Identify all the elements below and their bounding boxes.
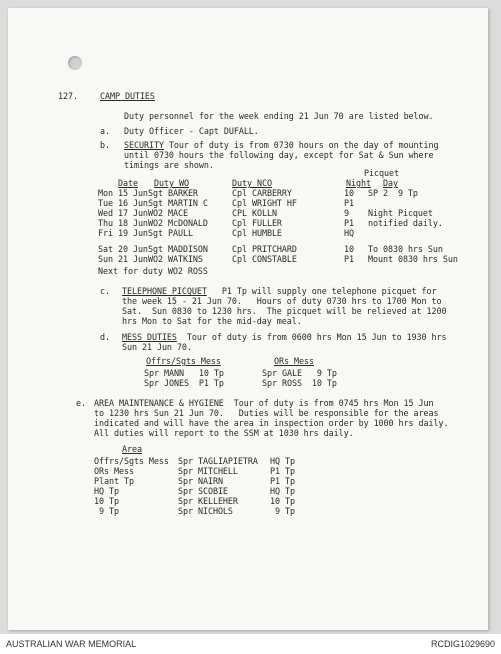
next-for-duty: Next for duty WO2 ROSS bbox=[98, 266, 208, 276]
area-cell-unit: P1 Tp bbox=[270, 476, 295, 486]
col-duty-nco: Duty NCO bbox=[232, 178, 272, 188]
telephone-line-2: the week 15 - 21 Jun 70. Hours of duty 0730 hrs to 1700 Mon to bbox=[122, 296, 442, 306]
security-cell-nco: Cpl WRIGHT HF bbox=[232, 198, 297, 208]
security-line-2: until 0730 hours the following day, except for Sat & Sun where bbox=[124, 150, 434, 160]
area-line-1: AREA MAINTENANCE & HYGIENE Tour of duty is from 0745 hrs Mon 15 Jun bbox=[94, 398, 434, 408]
area-cell-name: Spr NICHOLS bbox=[178, 506, 233, 516]
security-cell-date: Thu 18 Jun bbox=[98, 218, 148, 228]
area-cell-unit: 9 Tp bbox=[270, 506, 295, 516]
mess-row-2-offrs: Spr JONES P1 Tp bbox=[144, 378, 224, 388]
col-picquet: Picquet bbox=[364, 168, 399, 178]
telephone-line-1: P1 Tp will supply one telephone picquet for bbox=[206, 286, 437, 296]
para-d-letter: d. bbox=[100, 332, 110, 342]
security-cell-nco: CPL KOLLN bbox=[232, 208, 277, 218]
security-cell-date: Wed 17 Jun bbox=[98, 208, 148, 218]
area-cell-unit: HQ Tp bbox=[270, 456, 295, 466]
col-day: Day bbox=[383, 178, 398, 188]
security-cell-day: notified daily. bbox=[368, 218, 443, 228]
punch-hole bbox=[68, 56, 82, 70]
security-line-1: Tour of duty is from 0730 hours on the day of mounting bbox=[163, 140, 439, 150]
area-cell-unit: 10 Tp bbox=[270, 496, 295, 506]
para-a-letter: a. bbox=[100, 126, 110, 136]
security-cell-wo: WO2 WATKINS bbox=[148, 254, 203, 264]
footer-bar bbox=[0, 634, 501, 654]
footer-id: RCDIG1029690 bbox=[430, 639, 495, 649]
area-cell-name: Spr NAIRN bbox=[178, 476, 223, 486]
security-cell-date: Fri 19 Jun bbox=[98, 228, 148, 238]
security-cell-nco: Cpl FULLER bbox=[232, 218, 282, 228]
area-cell-unit: HQ Tp bbox=[270, 486, 295, 496]
telephone-picquet-label: TELEPHONE PICQUET bbox=[122, 286, 207, 296]
security-cell-nco: Cpl CARBERRY bbox=[232, 188, 292, 198]
area-line-3: indicated and will have the area in inspection order by 1000 hrs daily. bbox=[94, 418, 449, 428]
security-cell-wo: WO2 McDONALD bbox=[148, 218, 208, 228]
mess-row-1-ors: Spr GALE 9 Tp bbox=[262, 368, 337, 378]
security-label: SECURITY bbox=[124, 140, 164, 150]
area-cell-area: 10 Tp bbox=[94, 496, 119, 506]
security-cell-day: Mount 0830 hrs Sun bbox=[368, 254, 458, 264]
security-cell-night: 10 bbox=[344, 188, 354, 198]
security-cell-day: Night Picquet bbox=[368, 208, 433, 218]
area-line-4: All duties will report to the SSM at 1030 hrs daily. bbox=[94, 428, 354, 438]
section-heading: CAMP DUTIES bbox=[100, 91, 155, 101]
security-cell-night: P1 bbox=[344, 254, 354, 264]
security-cell-nco: Cpl HUMBLE bbox=[232, 228, 282, 238]
col-night: Night bbox=[346, 178, 371, 188]
security-cell-wo: Sgt MARTIN C bbox=[148, 198, 208, 208]
document-page bbox=[8, 8, 488, 630]
security-cell-day: SP 2 9 Tp bbox=[368, 188, 418, 198]
telephone-line-3: Sat. Sun 0830 to 1230 hrs. The picquet will be relieved at 1200 bbox=[122, 306, 447, 316]
col-ors-mess: ORs Mess bbox=[274, 356, 314, 366]
col-duty-wo: Duty WO bbox=[154, 178, 189, 188]
security-cell-wo: Sgt PAULL bbox=[148, 228, 193, 238]
para-b-letter: b. bbox=[100, 140, 110, 150]
security-cell-wo: Sgt BARKER bbox=[148, 188, 198, 198]
para-c-letter: c. bbox=[100, 286, 110, 296]
security-cell-night: 9 bbox=[344, 208, 349, 218]
area-cell-area: Offrs/Sgts Mess bbox=[94, 456, 169, 466]
security-cell-wo: WO2 MACE bbox=[148, 208, 188, 218]
security-cell-date: Sat 20 Jun bbox=[98, 244, 148, 254]
security-cell-day: To 0830 hrs Sun bbox=[368, 244, 443, 254]
area-cell-unit: P1 Tp bbox=[270, 466, 295, 476]
mess-duties-label: MESS DUTIES bbox=[122, 332, 177, 342]
col-offrs-mess: Offrs/Sgts Mess bbox=[146, 356, 221, 366]
security-cell-nco: Cpl CONSTABLE bbox=[232, 254, 297, 264]
security-cell-night: P1 bbox=[344, 218, 354, 228]
area-cell-area: 9 Tp bbox=[94, 506, 119, 516]
para-e-letter: e. bbox=[76, 398, 86, 408]
area-cell-name: Spr MITCHELL bbox=[178, 466, 238, 476]
security-cell-date: Mon 15 Jun bbox=[98, 188, 148, 198]
footer-source: AUSTRALIAN WAR MEMORIAL bbox=[6, 639, 137, 649]
item-number: 127. bbox=[58, 91, 78, 101]
security-cell-date: Sun 21 Jun bbox=[98, 254, 148, 264]
security-cell-night: HQ bbox=[344, 228, 354, 238]
col-area: Area bbox=[122, 444, 142, 454]
area-cell-name: Spr SCOBIE bbox=[178, 486, 228, 496]
area-cell-area: HQ Tp bbox=[94, 486, 119, 496]
mess-row-1-offrs: Spr MANN 10 Tp bbox=[144, 368, 224, 378]
security-cell-night: P1 bbox=[344, 198, 354, 208]
security-cell-nco: Cpl PRITCHARD bbox=[232, 244, 297, 254]
area-cell-name: Spr KELLEHER bbox=[178, 496, 238, 506]
col-date: Date bbox=[118, 178, 138, 188]
area-cell-area: ORs Mess bbox=[94, 466, 134, 476]
telephone-line-4: hrs Mon to Sat for the mid-day meal. bbox=[122, 316, 302, 326]
area-cell-area: Plant Tp bbox=[94, 476, 134, 486]
security-line-3: timings are shown. bbox=[124, 160, 214, 170]
security-cell-night: 10 bbox=[344, 244, 354, 254]
security-cell-wo: Sgt MADDISON bbox=[148, 244, 208, 254]
security-cell-date: Tue 16 Jun bbox=[98, 198, 148, 208]
area-cell-name: Spr TAGLIAPIETRA bbox=[178, 456, 258, 466]
intro-text: Duty personnel for the week ending 21 Jun 70 are listed below. bbox=[124, 111, 434, 121]
mess-line-1: Tour of duty is from 0600 hrs Mon 15 Jun to 1930 hrs bbox=[176, 332, 447, 342]
mess-line-2: Sun 21 Jun 70. bbox=[122, 342, 192, 352]
area-line-2: to 1230 hrs Sun 21 Jun 70. Duties will be responsible for the areas bbox=[94, 408, 439, 418]
mess-row-2-ors: Spr ROSS 10 Tp bbox=[262, 378, 337, 388]
para-a-text: Duty Officer - Capt DUFALL. bbox=[124, 126, 259, 136]
